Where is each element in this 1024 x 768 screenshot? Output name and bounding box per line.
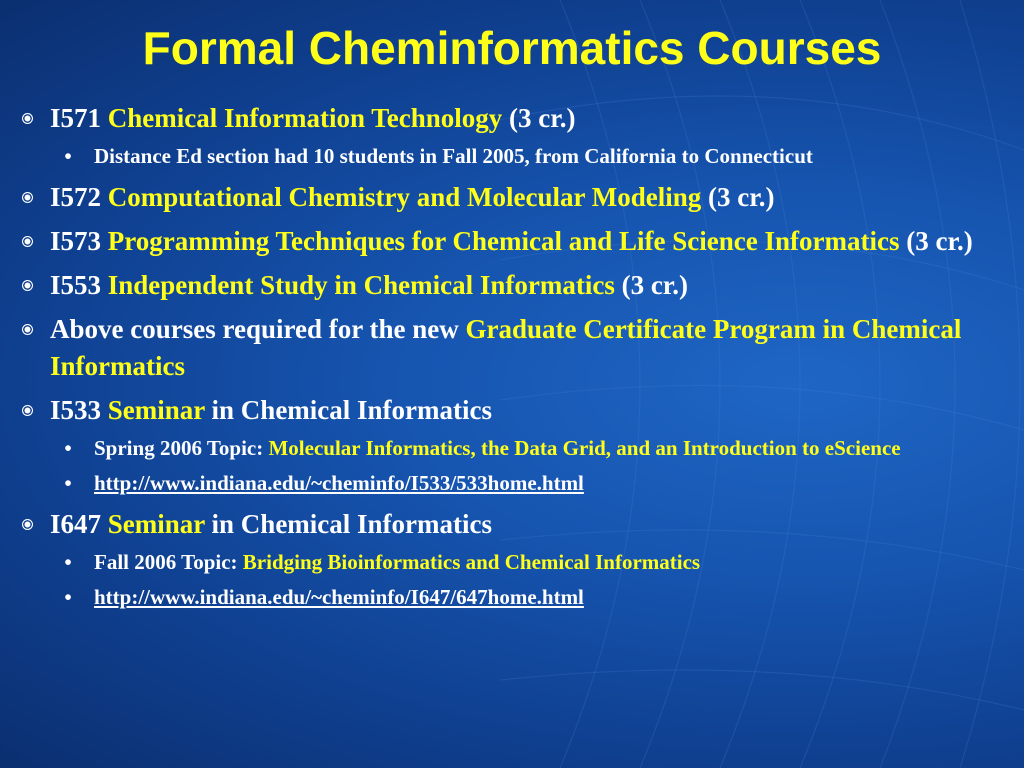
sub-item-i533-link bbox=[14, 468, 1004, 499]
course-name: Seminar bbox=[107, 509, 205, 539]
course-name: Seminar bbox=[107, 395, 205, 425]
course-subject: in Chemical Informatics bbox=[204, 509, 492, 539]
sub-item-i647-link bbox=[14, 582, 1004, 613]
course-code: I571 bbox=[50, 103, 108, 133]
course-code: I647 bbox=[50, 509, 108, 539]
list-item-i573 bbox=[14, 223, 1004, 260]
course-name: Computational Chemistry and Molecular Modeling bbox=[107, 182, 702, 212]
slide-title: Formal Cheminformatics Courses bbox=[142, 22, 882, 74]
sub-item-i647-topic bbox=[14, 547, 1004, 578]
item-text: Above courses required for the new bbox=[50, 314, 466, 344]
dot-bullet-icon: • bbox=[64, 585, 72, 609]
circle-bullet-icon bbox=[14, 100, 40, 137]
i533-homepage-link[interactable]: http://www.indiana.edu/~cheminfo/I533/533home.html bbox=[94, 471, 584, 495]
course-name: Programming Techniques for Chemical and Life Science Informatics bbox=[107, 226, 900, 256]
circle-bullet-icon bbox=[14, 179, 40, 216]
course-code: I573 bbox=[50, 226, 108, 256]
course-credits: (3 cr.) bbox=[614, 270, 689, 300]
list-item-i571 bbox=[14, 100, 1004, 137]
list-item-i572 bbox=[14, 179, 1004, 216]
course-credits: (3 cr.) bbox=[502, 103, 576, 133]
topic-title: Molecular Informatics, the Data Grid, and an Introduction to eScience bbox=[268, 436, 901, 460]
topic-label: Fall 2006 Topic: bbox=[94, 550, 243, 574]
course-name: Chemical Information Technology bbox=[107, 103, 503, 133]
course-code: I572 bbox=[50, 182, 108, 212]
circle-bullet-icon bbox=[14, 311, 40, 348]
list-item-i533 bbox=[14, 392, 1004, 429]
i647-homepage-link[interactable]: http://www.indiana.edu/~cheminfo/I647/647home.html bbox=[94, 585, 584, 609]
dot-bullet-icon: • bbox=[64, 436, 72, 460]
list-item-i553 bbox=[14, 267, 1004, 304]
course-name: Independent Study in Chemical Informatics bbox=[107, 270, 615, 300]
course-code: I533 bbox=[50, 395, 108, 425]
list-item-certificate bbox=[14, 311, 1004, 385]
circle-bullet-icon bbox=[14, 267, 40, 304]
topic-label: Spring 2006 Topic: bbox=[94, 436, 269, 460]
sub-item-text: Distance Ed section had 10 students in Fall 2005, from California to Connecticut bbox=[94, 144, 813, 168]
course-subject: in Chemical Informatics bbox=[204, 395, 492, 425]
certificate-name: Graduate Certificate Program in Chemical Informatics bbox=[50, 314, 962, 381]
topic-title: Bridging Bioinformatics and Chemical Informatics bbox=[242, 550, 701, 574]
dot-bullet-icon: • bbox=[64, 471, 72, 495]
course-credits: (3 cr.) bbox=[701, 182, 775, 212]
bullet-list bbox=[14, 100, 1004, 613]
sub-item-i571-distance-ed bbox=[14, 141, 1004, 172]
list-item-i647 bbox=[14, 506, 1004, 543]
circle-bullet-icon bbox=[14, 506, 40, 543]
dot-bullet-icon: • bbox=[64, 550, 72, 574]
course-credits: (3 cr.) bbox=[899, 226, 973, 256]
dot-bullet-icon: • bbox=[64, 144, 72, 168]
course-code: I553 bbox=[50, 270, 108, 300]
circle-bullet-icon bbox=[14, 392, 40, 429]
sub-item-i533-topic bbox=[14, 433, 1004, 464]
circle-bullet-icon bbox=[14, 223, 40, 260]
